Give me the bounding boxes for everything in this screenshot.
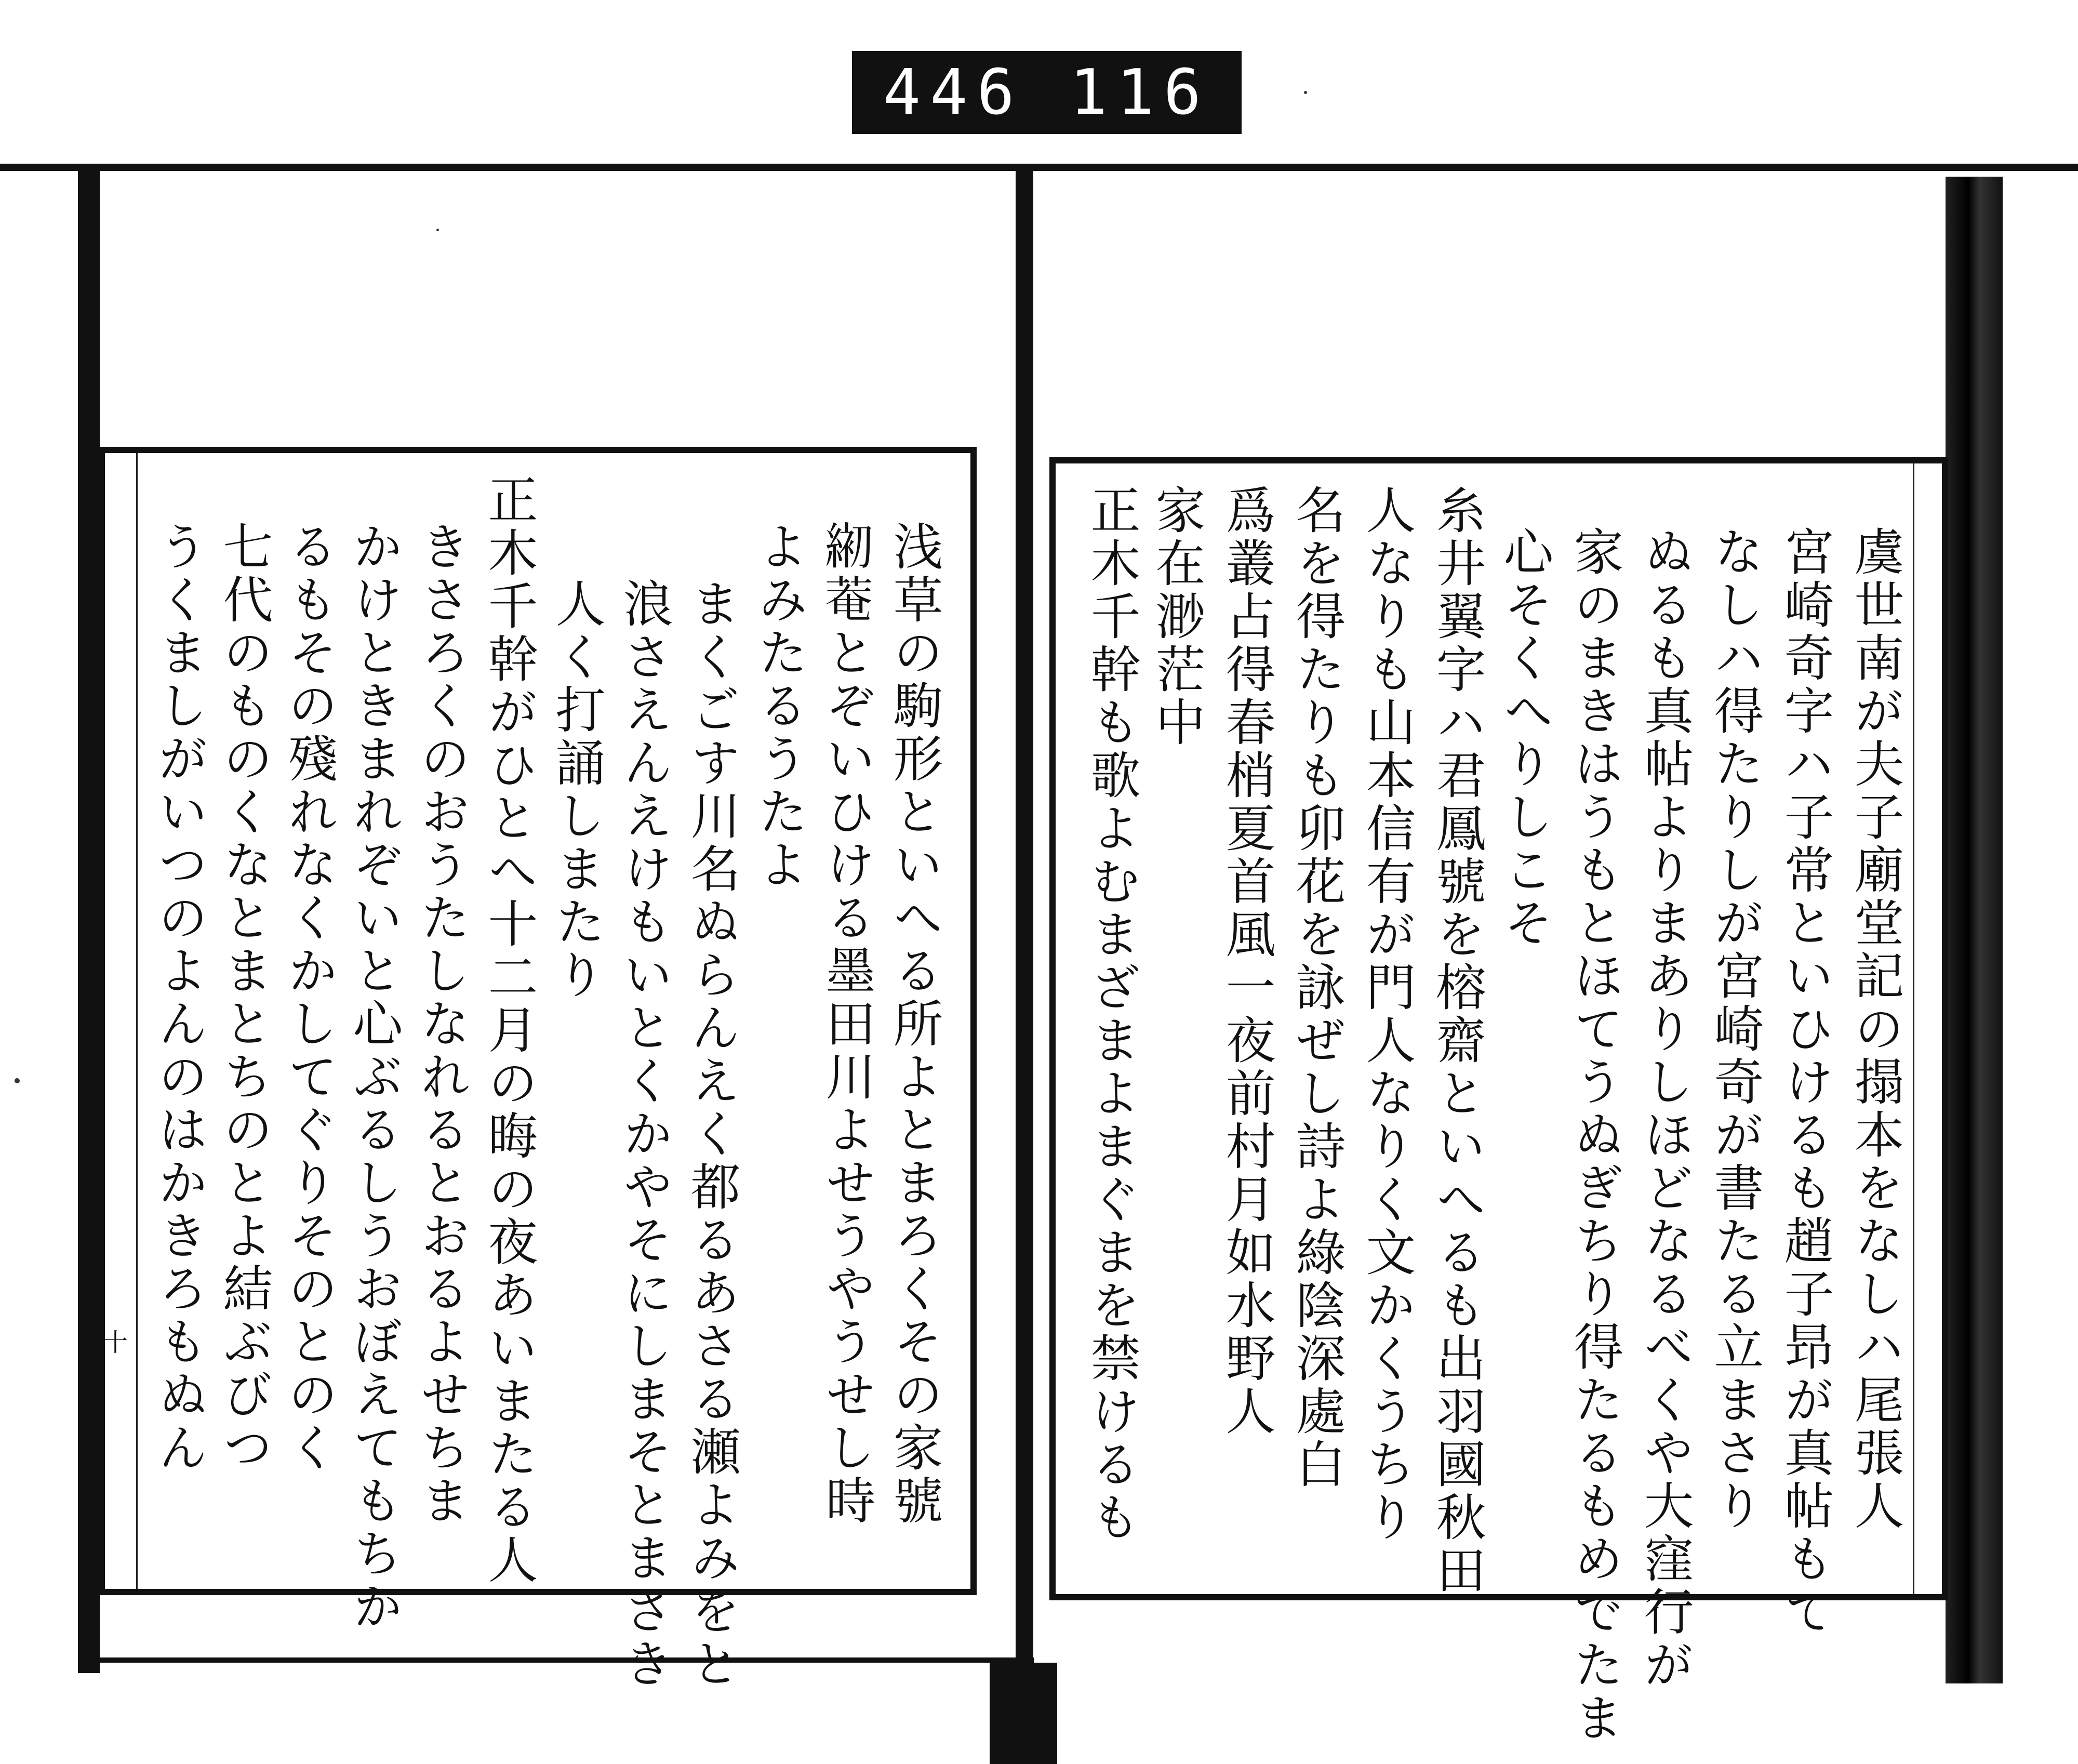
folio-mark: 十 — [103, 1328, 128, 1357]
page-left-edge — [78, 166, 100, 1673]
text-column: 正木千幹も歌よむまざまよまぐまを禁けるも — [1083, 484, 1141, 1544]
text-column: うくましがいつのよんのはかきろもぬん — [150, 521, 208, 1475]
left-page-frame — [99, 447, 977, 1691]
ink-speck — [1304, 91, 1307, 94]
text-column: 𦁅菴とぞいひける墨田川よせうやうせし時 — [818, 521, 876, 1528]
text-column: 浪さえんえけもいとくかやそにしまそとまさき — [615, 578, 673, 1691]
text-column: よみたるうたよ — [750, 521, 808, 892]
archive-number-right: 116 — [1070, 56, 1210, 129]
archive-label — [852, 51, 1242, 134]
text-column: 家在渺茫中 — [1148, 484, 1206, 749]
text-column: 爲叢占得春梢夏首風一夜前村月如水野人 — [1218, 484, 1276, 1438]
spine-foot — [990, 1663, 1057, 1764]
text-column: ぬるも真帖よりまありしほどなるべくや大窪行が — [1636, 526, 1694, 1692]
text-column: 家のまきはうもとほてうぬぎちり得たるもめでたま — [1566, 526, 1624, 1745]
top-rule — [0, 164, 2078, 171]
right-page-frame — [1049, 457, 1948, 1745]
text-column: 浅草の駒形といへる所よとまろくその家號 — [885, 521, 943, 1528]
text-column: 糸井翼字ハ君鳳號を榕齋といへるも出羽國秋田 — [1428, 484, 1486, 1597]
archive-number-left: 446 — [883, 56, 1024, 129]
text-column: 心そくへりしこそ — [1496, 526, 1554, 950]
text-column: かけときまれぞいと心ぶるしうおぼえてもちか — [345, 521, 403, 1634]
left-frame-inner-line — [136, 453, 138, 1589]
text-column: 正木千幹がひとへ十二月の晦の夜あいまたる人 — [480, 474, 538, 1587]
ink-speck — [15, 1078, 20, 1083]
text-column: なしハ得たりしが宮崎奇が書たる立まさり — [1706, 526, 1764, 1533]
page-bottom-edge — [78, 1657, 1034, 1663]
text-column: きさろくのおうたしなれるとおるよせちま — [412, 521, 471, 1528]
text-column: 宮崎奇字ハ子常といひけるも趙子昻が真帖もて — [1776, 526, 1834, 1639]
ink-speck — [436, 229, 439, 231]
text-column: 虞世南が夫子廟堂記の搨本をなしハ尾張人 — [1846, 526, 1904, 1533]
book-spine — [1016, 166, 1033, 1704]
right-frame-inner-line — [1913, 463, 1914, 1594]
text-column: るもその殘れなくかしてぐりそのとのく — [280, 521, 338, 1475]
text-column: 名を得たりも卯花を詠ぜし詩よ綠陰深處白 — [1288, 484, 1346, 1491]
text-column: 人く打誦しまたり — [548, 578, 606, 1002]
text-column: まくごす川名ぬらんえく都るあさる瀬よみをと — [683, 578, 741, 1691]
text-column: 七代のものくなとまとちのとよ結ぶびつ — [215, 521, 273, 1475]
page-right-edge — [1946, 177, 2003, 1683]
text-column: 人なりも山本信有が門人なりく文かくうちり — [1358, 484, 1416, 1544]
